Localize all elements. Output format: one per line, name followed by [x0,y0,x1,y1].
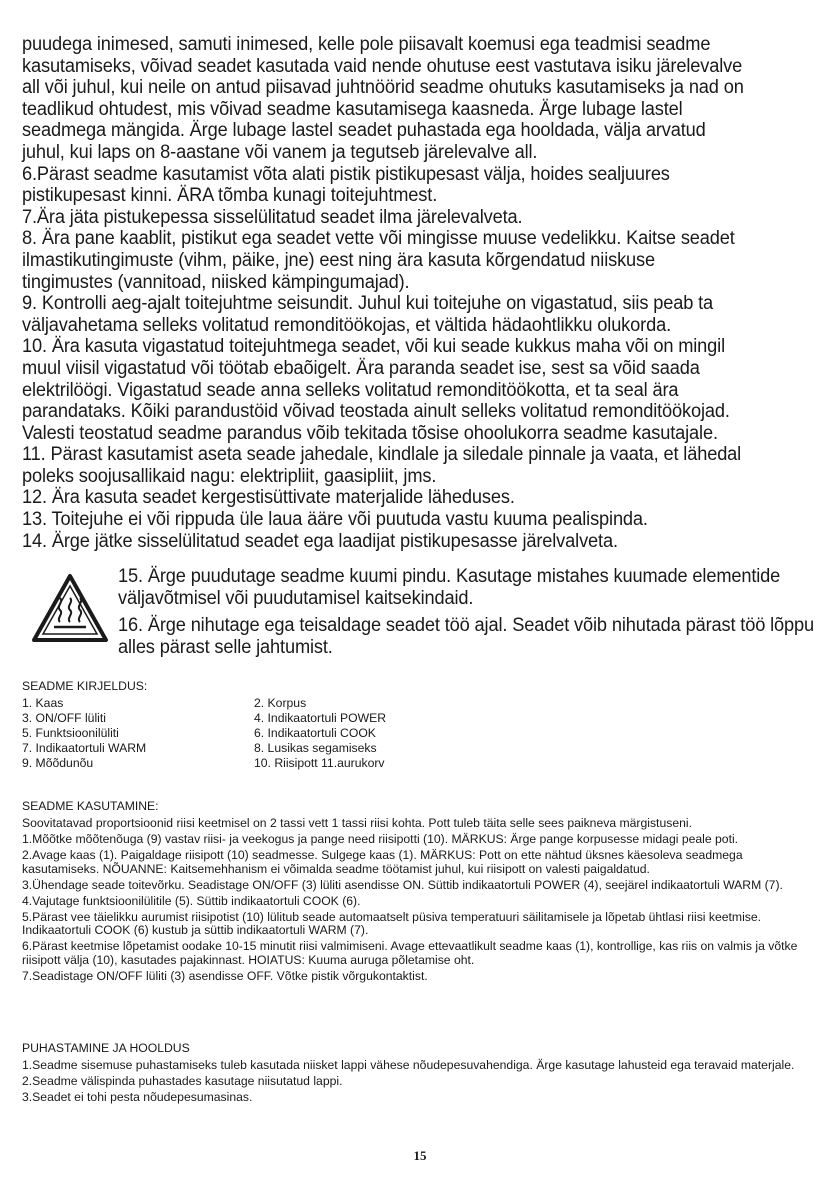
part-item: 7. Indikaatortuli WARM [22,740,147,755]
safety-instructions [22,34,822,552]
safety-line: 14. Ärge jätke sisselülitatud seadet ega laadijat pistikupesasse järelvalveta. [22,529,618,552]
safety-line: väljavahetama selleks volitatud remonditöökojas, et vältida hädaohtlikku olukorda. [22,313,671,336]
parts-list [22,697,442,770]
care-heading: PUHASTAMINE JA HOOLDUS [22,1041,190,1055]
safety-line: 12. Ära kasuta seadet kergestisüttivate materjalide läheduses. [22,486,515,509]
safety-line: 7.Ära jäta pistukepessa sisselülitatud seadet ilma järelevalveta. [22,205,523,228]
safety-line: pistikupesast kinni. ÄRA tõmba kunagi toitejuhtmest. [22,184,438,207]
care-step: 3.Seadet ei tohi pesta nõudepesumasinas. [22,1090,253,1105]
safety-line: teadlikud ohtudest, mis võivad seadme kasutamisega kaasneda. Ärge lubage lastel [22,97,683,120]
care-step: 2.Seadme välispinda puhastades kasutage niisutatud lappi. [22,1074,343,1089]
description-heading: SEADME KIRJELDUS: [22,679,148,693]
safety-line: 8. Ära pane kaablit, pistikut ega seadet vette või mingisse muuse vedelikku. Kaitse seadet [22,227,735,250]
safety-line: Valesti teostatud seadme parandus võib tekitada tõsise ohoolukorra seadme kasutajale. [22,421,718,444]
usage-section [22,800,822,986]
usage-step: 2.Avage kaas (1). Paigaldage riisipott (10) seadmesse. Sulgege kaas (1). MÄRKUS: Pott on ette nähtud üksnes käesoleva seadmega kasutamiseks. NÕUANNE: Kaitsemehhanism ei võimalda seadme töötamist juhul, kui riisipott on valesti paigaldatud. [22,848,743,876]
usage-step: Soovitatavad proportsioonid riisi keetmisel on 2 tassi vett 1 tassi riisi kohta. Pott tuleb täita selle sees paikneva märgistuseni. [22,816,692,831]
care-step: 1.Seadme sisemuse puhastamiseks tuleb kasutada niisket lappi vähese nõudepesuvahendiga. Ärge kasutage lahusteid ega teravaid materjale. [22,1058,795,1073]
safety-line: tingimustes (vannitoad, niisked kämpingumajad). [22,270,410,293]
safety-line: 11. Pärast kasutamist aseta seade jahedale, kindlale ja siledale pinnale ja vaata, et lähedal [22,443,742,466]
part-item: 5. Funktsioonilüliti [22,726,119,740]
safety-line: 10. Ära kasuta vigastatud toitejuhtmega seadet, või kui seade kukkus maha või on mingil [22,335,725,358]
part-item: 8. Lusikas segamiseks [254,740,377,755]
safety-line: seadmega mängida. Ärge lubage lastel seadet puhastada ega hooldada, välja arvatud [22,119,706,142]
safety-line: puudega inimesed, samuti inimesed, kelle pole piisavalt koemusi ega teadmisi seadme [22,33,711,55]
part-item: 6. Indikaatortuli COOK [254,726,376,740]
safety-line: elektrilöögi. Vigastatud seade anna selleks volitatud remonditöökotta, et ta seal ära [22,378,679,401]
part-item: 1. Kaas [22,696,64,711]
safety-line: muul viisil vigastatud või töötab ebaõigelt. Ära paranda seadet ise, sest sa võid saada [22,356,700,379]
usage-step: 4.Vajutage funktsioonilülitile (5). Süttib indikaatortuli COOK (6). [22,893,361,908]
part-item: 4. Indikaatortuli POWER [254,711,387,726]
usage-step: 5.Pärast vee täielikku aurumist riisipotist (10) lülitub seade automaatselt püsiva temperatuuri säilitamisele ja lõpetab ühtlasi riisi keetmise. Indikaatortuli COOK (6) kustub ja süttib indikaatortuli WARM (7). [22,909,762,938]
part-item: 10. Riisipott 11.aurukorv [254,755,385,770]
safety-line: poleks soojusallikaid nagu: elektripliit, gaasipliit, jms. [22,464,437,487]
care-steps [22,1059,822,1104]
part-item: 9. Mõõdunõu [22,755,94,770]
usage-step: 3.Ühendage seade toitevõrku. Seadistage ON/OFF (3) lüliti asendisse ON. Süttib indikaatortuli POWER (4), seejärel indikaatortuli WARM (7). [22,877,783,892]
warning-item-16: 16. Ärge nihutage ega teisaldage seadet töö ajal. Seadet võib nihutada pärast töö lõppu alles pärast selle jahtumist. [118,614,815,658]
hot-surface-warning-icon [30,572,110,644]
usage-step: 6.Pärast keetmise lõpetamist oodake 10-15 minutit riisi valmimiseni. Avage ettevaatlikult seadme kaas (1), kontrollige, kas riis on valmis ja võtke riisipott välja (10), kasutades pajakinnast. HOIATUS: Kuuma auruga põletamise oht. [22,939,798,967]
usage-step: 7.Seadistage ON/OFF lüliti (3) asendisse OFF. Võtke pistik võrgukontaktist. [22,968,428,983]
part-item: 2. Korpus [254,696,307,711]
warning-item-15: 15. Ärge puudutage seadme kuumi pindu. Kasutage mistahes kuumade elementide väljavõtmisel või puudutamisel kaitsekindaid. [118,565,781,609]
safety-line: 6.Pärast seadme kasutamist võta alati pistik pistikupesast välja, hoides sealjuures [22,162,670,185]
usage-step: 1.Mõõtke mõõtenõuga (9) vastav riisi- ja veekogus ja pange need riisipotti (10). MÄRKUS: Ärge pange korpusesse midagi peale poti. [22,832,739,847]
cleaning-section [22,1042,822,1107]
usage-steps [22,817,822,983]
usage-heading: SEADME KASUTAMINE: [22,799,159,813]
safety-line: 9. Kontrolli aeg-ajalt toitejuhtme seisundit. Juhul kui toitejuhe on vigastatud, siis peab ta [22,292,714,315]
safety-line: ilmastikutingimuste (vihm, päike, jne) eest ning ära kasuta kõrgendatud niiskuse [22,248,656,271]
part-item: 3. ON/OFF lüliti [22,711,106,726]
warning-text [118,566,825,664]
safety-line: kasutamiseks, võivad seadet kasutada vaid nende ohutuse eest vastutava isiku järelevalve [22,54,743,77]
safety-line: 13. Toitejuhe ei või rippuda üle laua ääre või puutuda vastu kuuma pealispinda. [22,508,648,531]
page-number: 15 [413,1148,427,1163]
safety-line: juhul, kui laps on 8-aastane või vanem ja tegutseb järelevalve all. [22,140,538,163]
device-description [22,680,442,770]
safety-line: parandataks. Kõiki parandustöid võivad teostada ainult selleks volitatud remonditöökojad. [22,400,730,423]
safety-line: all või juhul, kui neile on antud piisavad juhtnöörid seadme ohutuks kasutamiseks ja nad on [22,76,744,99]
